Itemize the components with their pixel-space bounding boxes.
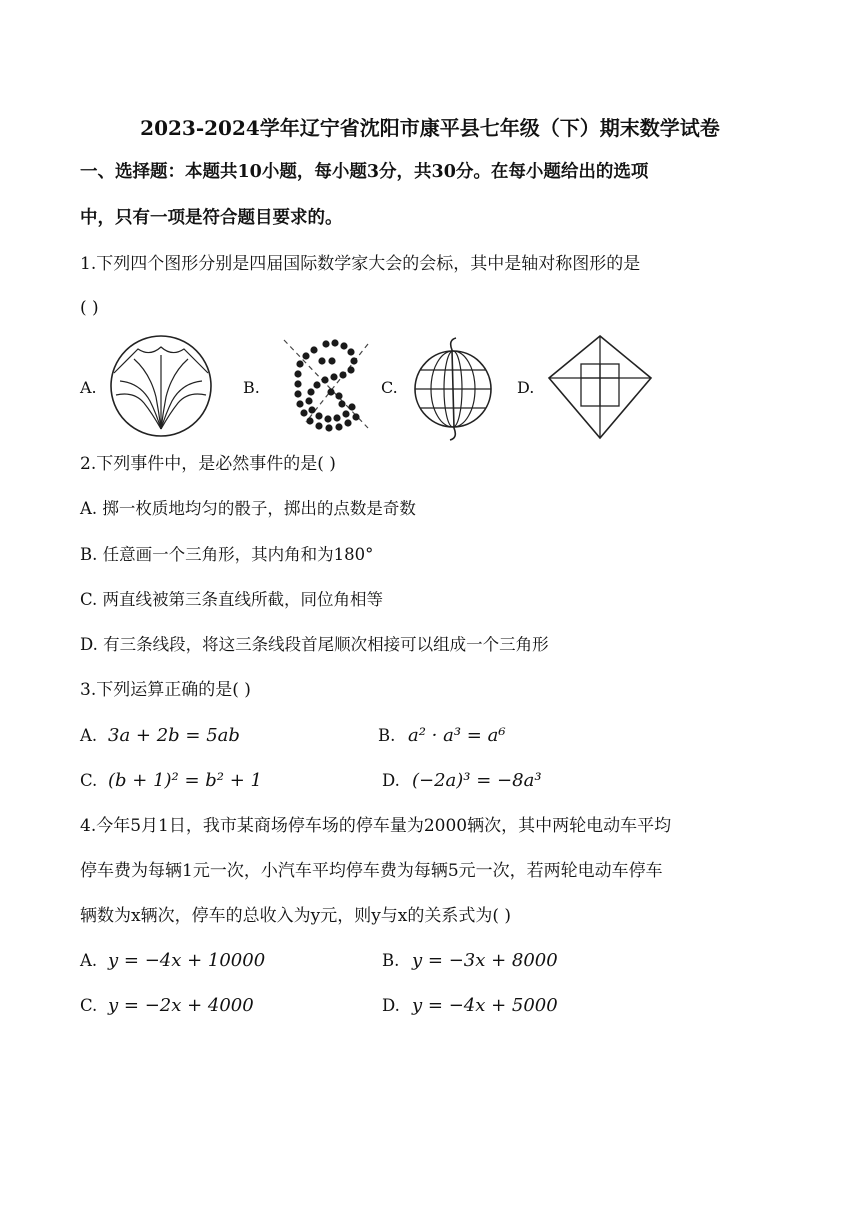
q3-option-c-label: C. xyxy=(80,771,98,790)
q4-stem-line2: 停车费为每辆1元一次，小汽车平均停车费为每辆5元一次，若两轮电动车停车 xyxy=(80,861,663,881)
q1-option-d-label: D. xyxy=(517,378,535,397)
q2-option-c: C. 两直线被第三条直线所截，同位角相等 xyxy=(80,590,384,609)
q3-option-c-expr: (b + 1)² = b² + 1 xyxy=(108,770,263,791)
q1-option-c-figure xyxy=(408,336,498,442)
q3-stem: 3.下列运算正确的是( ) xyxy=(80,680,251,700)
q2-option-b: B. 任意画一个三角形，其内角和为180° xyxy=(80,545,374,564)
q1-stem-line2: ( ) xyxy=(80,298,99,318)
q4-option-c-expr: y = −2x + 4000 xyxy=(108,995,254,1016)
q3-option-b-expr: a² · a³ = a⁶ xyxy=(408,725,506,746)
q4-option-b-expr: y = −3x + 8000 xyxy=(412,950,558,971)
q4-stem-line3: 辆数为x辆次，停车的总收入为y元，则y与x的关系式为( ) xyxy=(80,906,512,926)
q3-option-d-expr: (−2a)³ = −8a³ xyxy=(412,770,542,791)
q2-option-a: A. 掷一枚质地均匀的骰子，掷出的点数是奇数 xyxy=(80,499,416,518)
q1-option-c-label: C. xyxy=(381,378,398,397)
q1-stem-line1: 1.下列四个图形分别是四届国际数学家大会的会标，其中是轴对称图形的是 xyxy=(80,254,641,274)
q1-option-a-label: A. xyxy=(80,378,97,397)
q3-option-a-label: A. xyxy=(80,726,98,745)
q4-option-d-label: D. xyxy=(382,996,400,1015)
q2-option-d: D. 有三条线段，将这三条线段首尾顺次相接可以组成一个三角形 xyxy=(80,635,549,654)
q1-option-b-figure xyxy=(276,334,376,434)
section1-line1: 一、选择题：本题共10小题，每小题3分，共30分。在每小题给出的选项 xyxy=(80,162,649,182)
q1-option-a-figure xyxy=(106,333,216,439)
q4-option-c-label: C. xyxy=(80,996,98,1015)
q4-option-d-expr: y = −4x + 5000 xyxy=(412,995,558,1016)
page-title: 2023-2024学年辽宁省沈阳市康平县七年级（下）期末数学试卷 xyxy=(140,116,720,140)
q3-option-d-label: D. xyxy=(382,771,400,790)
section1-line2: 中，只有一项是符合题目要求的。 xyxy=(80,208,343,228)
q4-option-a-label: A. xyxy=(80,951,98,970)
q2-stem: 2.下列事件中，是必然事件的是( ) xyxy=(80,454,336,474)
q1-option-b-label: B. xyxy=(243,378,260,397)
q3-option-b-label: B. xyxy=(378,726,396,745)
q4-option-b-label: B. xyxy=(382,951,400,970)
q4-option-a-expr: y = −4x + 10000 xyxy=(108,950,266,971)
q3-option-a-expr: 3a + 2b = 5ab xyxy=(108,725,240,746)
q1-option-d-figure xyxy=(545,332,655,442)
q4-stem-line1: 4.今年5月1日，我市某商场停车场的停车量为2000辆次，其中两轮电动车平均 xyxy=(80,816,672,836)
